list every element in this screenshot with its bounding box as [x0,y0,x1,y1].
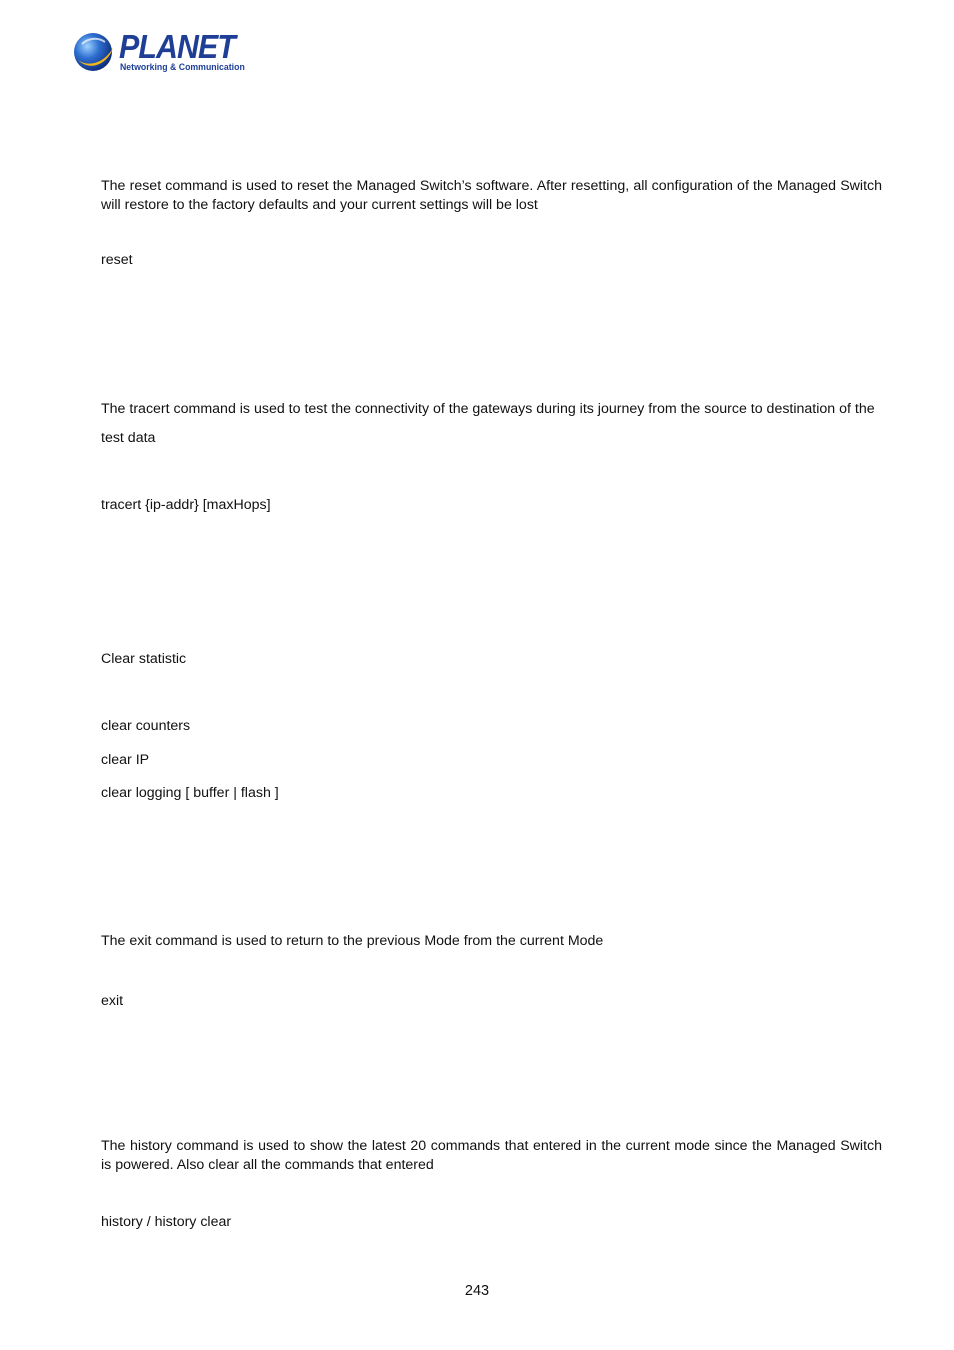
clear-syntax-counters: clear counters [101,718,191,734]
tracert-syntax: tracert {ip-addr} [maxHops] [101,497,271,513]
exit-syntax: exit [101,993,124,1009]
brand-name: PLANET [119,28,235,65]
history-description: The history command is used to show the latest 20 commands that entered in the current mode since the Managed Switch is powered. Also clear all the commands that entered [101,1138,882,1173]
tracert-description-line1: The tracert command is used to test the connectivity of the gateways during its journey from the source to destination of the [101,401,875,417]
clear-description: Clear statistic [101,651,187,667]
globe-icon [72,30,116,74]
brand-tagline: Networking & Communication [120,62,245,73]
exit-description: The exit command is used to return to the previous Mode from the current Mode [101,933,604,949]
page-number: 243 [464,1283,490,1299]
planet-logo [72,28,245,76]
clear-syntax-logging: clear logging [ buffer | flash ] [101,785,279,801]
reset-syntax: reset [101,252,133,268]
reset-description: The reset command is used to reset the Managed Switch’s software. After resetting, all configuration of the Managed Switch will restore to the factory defaults and your current settings will be lost [101,178,882,213]
clear-syntax-ip: clear IP [101,752,150,768]
tracert-description-line2: test data [101,430,156,446]
history-syntax: history / history clear [101,1214,232,1230]
